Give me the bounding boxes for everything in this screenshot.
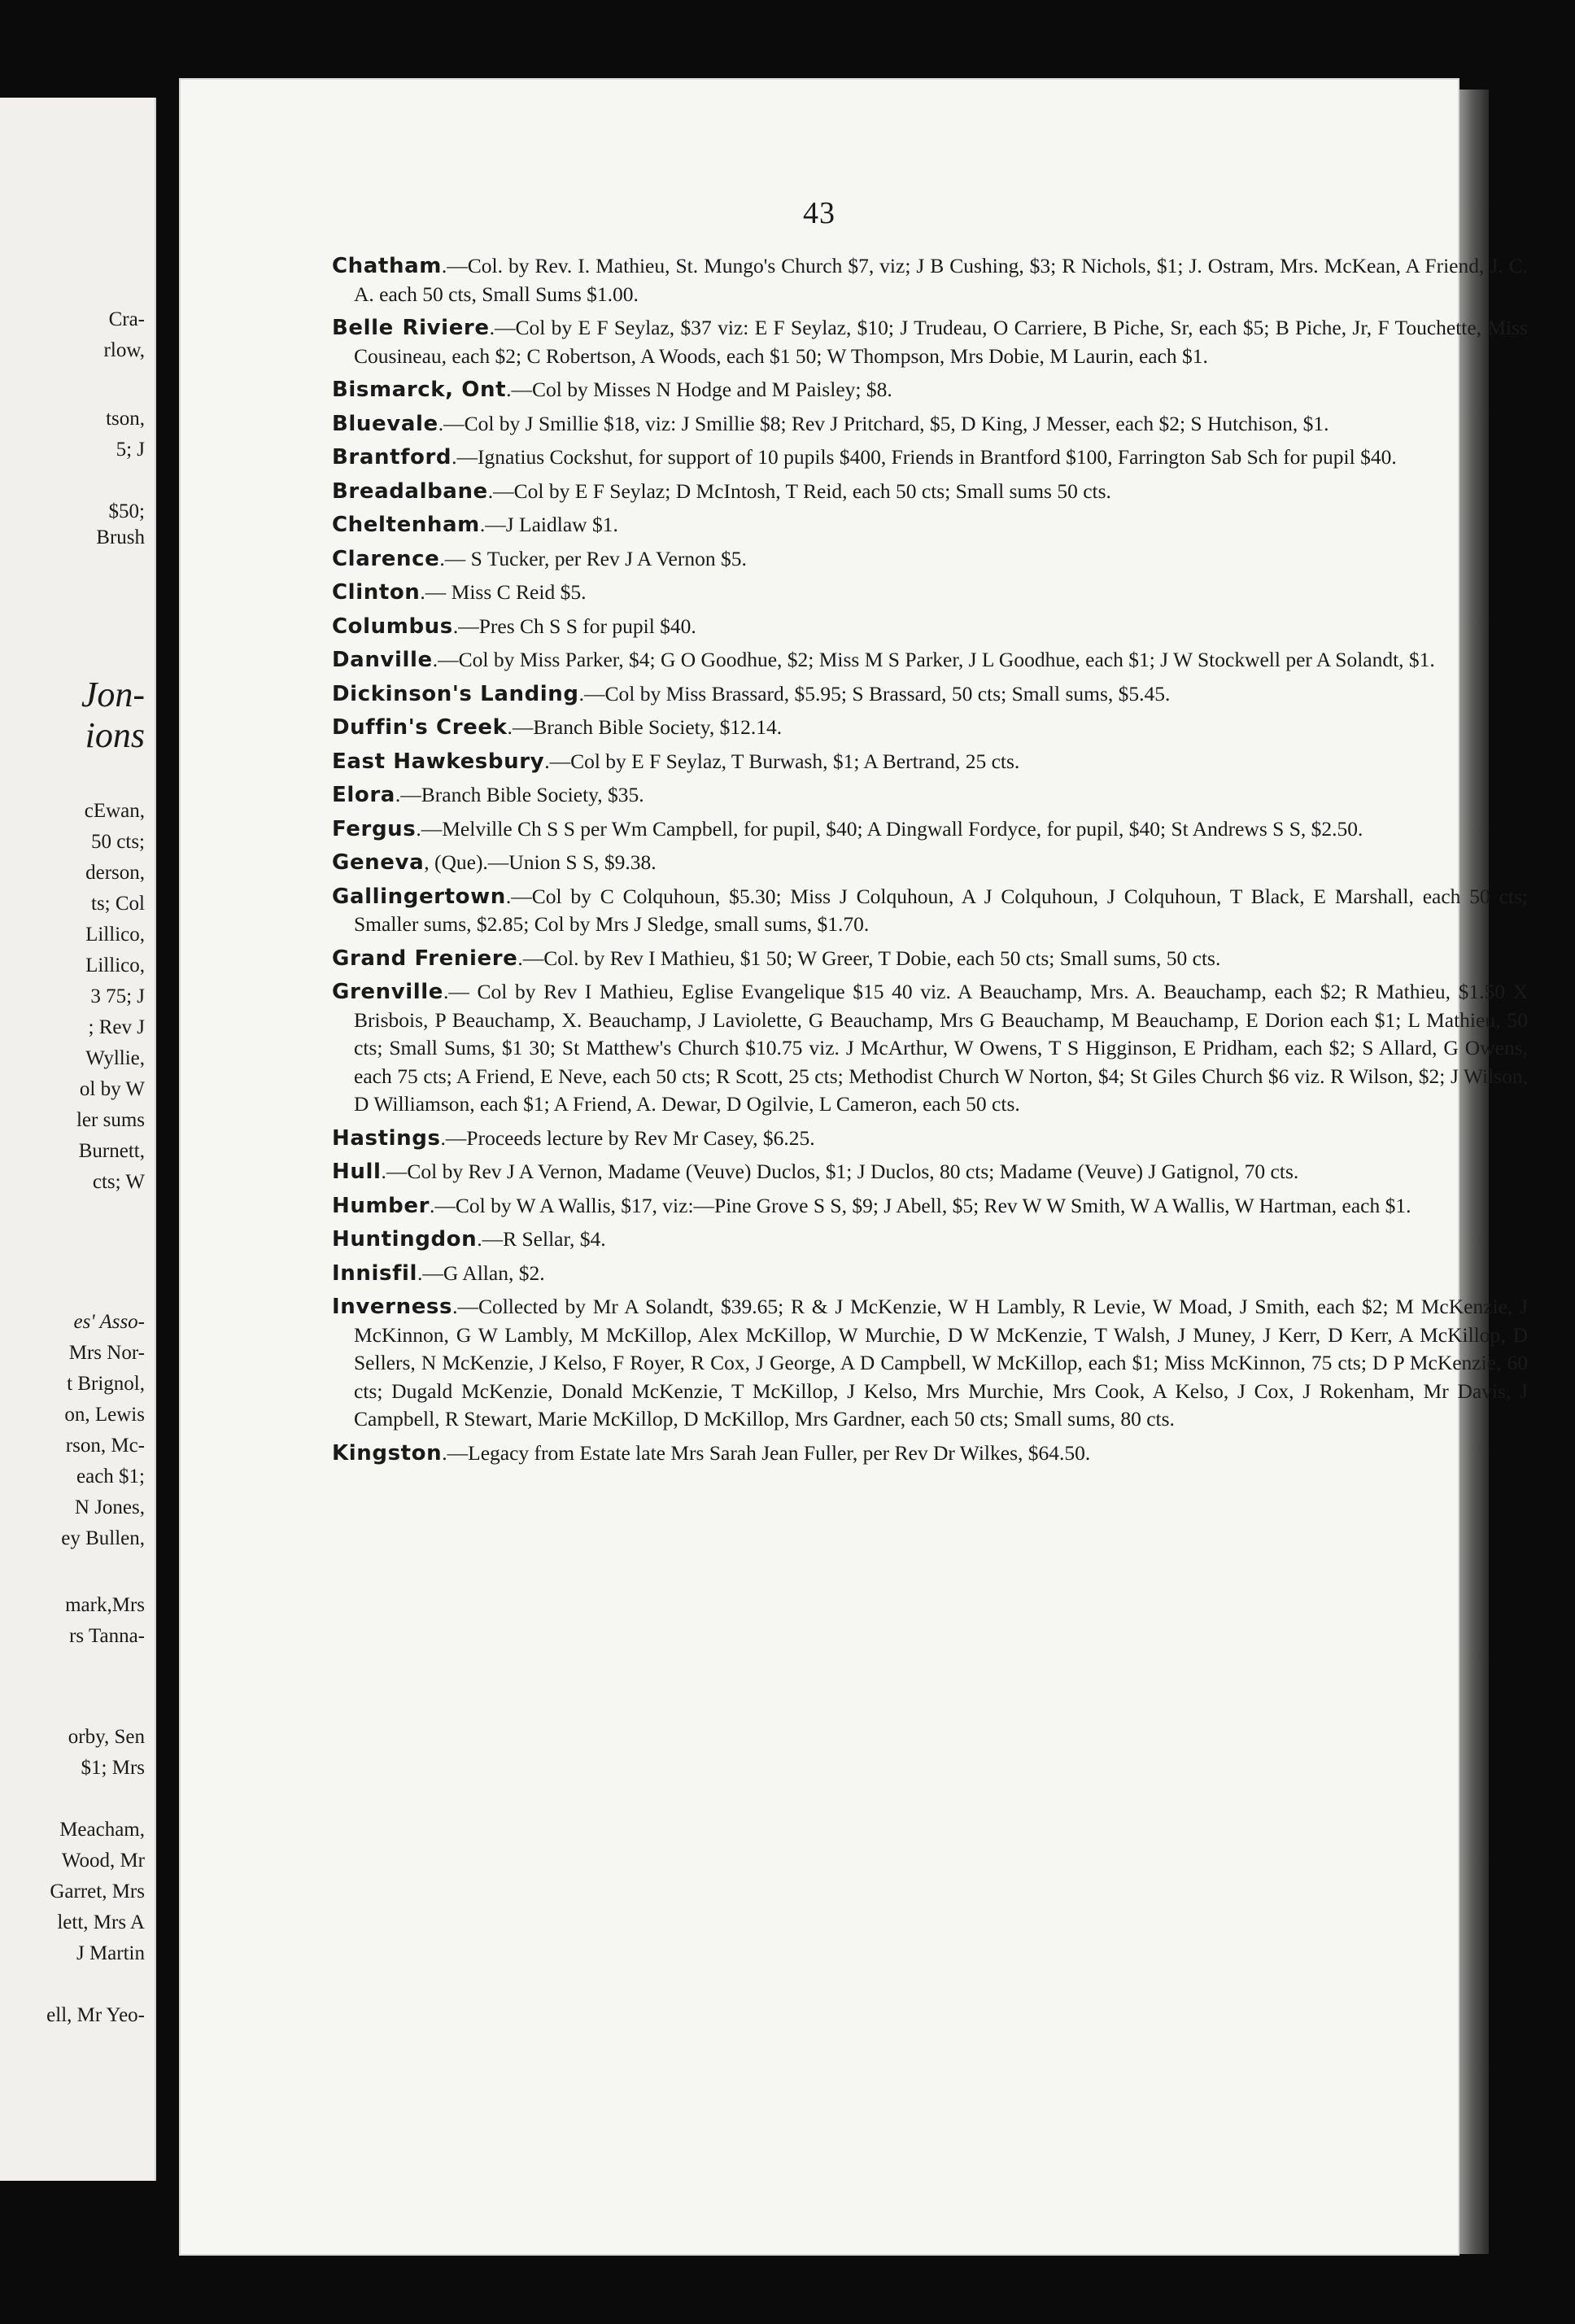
- left-page-line: tson,: [106, 408, 145, 430]
- donation-entry: [332, 849, 1528, 877]
- entry-text: .—J Laidlaw $1.: [479, 513, 618, 536]
- left-page-line: Garret, Mrs: [50, 1881, 145, 1902]
- place-name: Clinton: [332, 580, 421, 605]
- left-page-line: ler sums: [76, 1109, 145, 1131]
- place-name: East Hawkesbury: [332, 749, 545, 774]
- document-page: [181, 80, 1528, 2254]
- place-name: Brantford: [332, 445, 452, 470]
- left-page-line: cts; W: [92, 1171, 145, 1193]
- donation-entry: [332, 252, 1528, 308]
- left-page-line: 50 cts;: [91, 831, 145, 853]
- donation-entry: [332, 815, 1528, 844]
- donation-entry: [332, 646, 1528, 675]
- entry-text: .—Col by C Colquhoun, $5.30; Miss J Colquhoun, A J Colquhoun, J Colquhoun, T Black, E Marshall, each 50 cts; Smaller sums, $2.85; Col by Mrs J Sledge, small sums, $1.70.: [354, 884, 1528, 936]
- place-name: Dickinson's Landing: [332, 681, 579, 706]
- place-name: Bismarck, Ont: [332, 378, 507, 402]
- left-page-heading: ions: [85, 715, 145, 755]
- donation-entry: [332, 883, 1528, 939]
- left-page-line: t Brignol,: [67, 1373, 145, 1395]
- left-page-line: Cra-: [108, 308, 145, 330]
- left-page-line: ; Rev J: [88, 1016, 145, 1038]
- entry-text: .—Branch Bible Society, $35.: [395, 783, 644, 806]
- left-page-line: $1; Mrs: [81, 1757, 145, 1779]
- place-name: Hull: [332, 1160, 382, 1184]
- left-page-line: each $1;: [76, 1466, 145, 1487]
- donation-entry: [332, 1439, 1528, 1468]
- place-name: Geneva: [332, 850, 425, 875]
- donation-entry: [332, 443, 1528, 472]
- donation-entry: [332, 579, 1528, 607]
- left-page-heading: Jon-: [81, 675, 145, 714]
- left-page-line: rson, Mc-: [65, 1435, 145, 1457]
- place-name: Duffin's Creek: [332, 715, 508, 740]
- place-name: Chatham: [332, 254, 442, 278]
- donation-entry: [332, 314, 1528, 370]
- donation-entry: [332, 781, 1528, 810]
- left-page-line: mark,Mrs: [65, 1594, 145, 1616]
- place-name: Grand Freniere: [332, 946, 518, 971]
- donation-entry: [332, 1158, 1528, 1186]
- left-page-line: ol by W: [79, 1078, 145, 1100]
- left-page-line: cEwan,: [84, 800, 145, 822]
- entry-text: .—R Sellar, $4.: [477, 1227, 606, 1251]
- left-page-line: es' Asso-: [73, 1311, 145, 1333]
- entry-text: .—Col by Misses N Hodge and M Paisley; $8.: [506, 378, 892, 401]
- donation-entry: [332, 945, 1528, 973]
- place-name: Columbus: [332, 614, 453, 639]
- entry-text: .—Melville Ch S S per Wm Campbell, for pupil, $40; A Dingwall Fordyce, for pupil, $40; St Andrews S S, $2.50.: [416, 816, 1363, 841]
- place-name: Elora: [332, 783, 395, 807]
- left-page-line: Brush: [96, 526, 145, 548]
- entry-text: .— Col by Rev I Mathieu, Eglise Evangelique $15 40 viz. A Beauchamp, Mrs. A. Beauchamp, each $2; R Mathieu, $1.50 X Brisbois, P Beauchamp, X. Beauchamp, J Laviolette, G Beauchamp, Mrs G Beauchamp, M Beauchamp, E Dorion each $1; L Mathieu, 50 cts; Small Sums, $1 30; St Matthew's Church $10.75 viz. J McArthur, W Owens, T S Higginson, E Pridham, each $2; S Allard, G Owens, each 75 cts; A Friend, E Neve, each 50 cts; R Scott, 25 cts; Methodist Church W Norton, $4; St Giles Church $6 viz. R Wilson, $2; J Wilson, D Williamson, each $1; A Friend, A. Dewar, D Ogilvie, L Cameron, each 50 cts.: [354, 980, 1528, 1116]
- donation-entry: [332, 1260, 1528, 1288]
- place-name: Grenville: [332, 980, 444, 1004]
- donation-entry: [332, 613, 1528, 641]
- place-name: Cheltenham: [332, 513, 480, 537]
- donation-entry: [332, 680, 1528, 709]
- donation-entry: [332, 511, 1528, 540]
- entry-text: .—Legacy from Estate late Mrs Sarah Jean Fuller, per Rev Dr Wilkes, $64.50.: [442, 1440, 1091, 1465]
- entry-text: .—Proceeds lecture by Rev Mr Casey, $6.25.: [440, 1125, 815, 1150]
- left-page-line: derson,: [85, 862, 145, 884]
- donation-list: [332, 252, 1528, 1473]
- left-page-line: rs Tanna-: [69, 1625, 145, 1647]
- donation-entry: [332, 478, 1528, 506]
- left-page-line: J Martin: [76, 1942, 145, 1964]
- place-name: Clarence: [332, 546, 440, 571]
- left-page-line: Burnett,: [78, 1140, 145, 1162]
- entry-text: .—G Allan, $2.: [417, 1260, 545, 1285]
- left-page-line: ey Bullen,: [61, 1527, 145, 1549]
- donation-entry: [332, 748, 1528, 776]
- donation-entry: [332, 410, 1528, 439]
- left-page-line: Meacham,: [59, 1819, 145, 1841]
- entry-text: .—Col. by Rev. I. Mathieu, St. Mungo's Church $7, viz; J B Cushing, $3; R Nichols, $1; J. Ostram, Mrs. McKean, A Friend, J. C. A. each 50 cts, Small Sums $1.00.: [354, 254, 1528, 306]
- place-name: Gallingertown: [332, 884, 506, 909]
- entry-text: .—Col by Miss Brassard, $5.95; S Brassard, 50 cts; Small sums, $5.45.: [578, 681, 1171, 706]
- entry-text: .—Col by E F Seylaz, $37 viz: E F Seylaz, $10; J Trudeau, O Carriere, B Piche, Sr, each $5; B Piche, Jr, F Touchette, Miss Cousineau, each $2; C Robertson, A Woods, each $1 50; W Thompson, Mrs Dobie, M Laurin, each $1.: [354, 316, 1528, 368]
- place-name: Bluevale: [332, 411, 438, 436]
- left-page-line: Lillico,: [85, 954, 145, 976]
- donation-entry: [332, 1125, 1528, 1153]
- donation-entry: [332, 714, 1528, 742]
- place-name: Humber: [332, 1193, 430, 1218]
- left-page-line: ell, Mr Yeo-: [46, 2004, 145, 2026]
- place-name: Hastings: [332, 1125, 441, 1151]
- left-page-line: lett, Mrs A: [57, 1911, 145, 1933]
- left-page-line: ts; Col: [91, 893, 145, 915]
- entry-text: .—Branch Bible Society, $12.14.: [507, 715, 783, 739]
- donation-entry: [332, 376, 1528, 404]
- place-name: Inverness: [332, 1295, 453, 1319]
- entry-text: .— S Tucker, per Rev J A Vernon $5.: [439, 546, 747, 570]
- entry-text: .—Col by W A Wallis, $17, viz:—Pine Grove S S, $9; J Abell, $5; Rev W W Smith, W A Wallis, W Hartman, each $1.: [430, 1193, 1411, 1217]
- left-page-line: Mrs Nor-: [68, 1342, 145, 1364]
- donation-entry: [332, 1192, 1528, 1221]
- left-page-line: on, Lewis: [64, 1404, 145, 1426]
- left-page-line: 3 75; J: [90, 985, 145, 1007]
- entry-text: .— Miss C Reid $5.: [420, 580, 587, 604]
- entry-text: .—Col. by Rev I Mathieu, $1 50; W Greer, T Dobie, each 50 cts; Small sums, 50 cts.: [517, 946, 1221, 970]
- entry-text: , (Que).—Union S S, $9.38.: [424, 850, 657, 874]
- left-page-line: Wood, Mr: [61, 1850, 145, 1872]
- left-page-line: 5; J: [116, 439, 145, 461]
- place-name: Huntingdon: [332, 1227, 478, 1252]
- place-name: Kingston: [332, 1440, 443, 1466]
- left-page-line: orby, Sen: [68, 1726, 145, 1748]
- entry-text: .—Col by Miss Parker, $4; G O Goodhue, $2; Miss M S Parker, J L Goodhue, each $1; J W Stockwell per A Solandt, $1.: [432, 648, 1435, 671]
- entry-text: .—Collected by Mr A Solandt, $39.65; R & J McKenzie, W H Lambly, R Levie, W Moad, J Smith, each $2; M McKenzie, J McKinnon, G W Lambly, M McKillop, Alex McKillop, W Murchie, D W McKenzie, T Walsh, J Muney, J Kerr, D Kerr, A McKillop, D Sellers, N McKenzie, J Kelso, F Royer, R Cox, J George, A D Campbell, W McKillop, each $1; Miss McKinnon, 75 cts; D P McKenzie, 60 cts; Dugald McKenzie, Donald McKenzie, T McKillop, J Kelso, Mrs Murchie, Mrs Cook, A Kelso, J Cox, J Rokenham, Mr Davis, J Campbell, R Stewart, Marie McKillop, D McKillop, Mrs Gardner, each 50 cts; Small sums, 80 cts.: [354, 1295, 1528, 1431]
- donation-entry: [332, 1225, 1528, 1254]
- page-number: 43: [803, 196, 835, 230]
- left-page-line: rlow,: [103, 339, 145, 361]
- entry-text: .—Col by E F Seylaz; D McIntosh, T Reid, each 50 cts; Small sums 50 cts.: [487, 478, 1111, 503]
- place-name: Fergus: [332, 816, 417, 841]
- left-page-fragment: [0, 98, 156, 2181]
- entry-text: .—Ignatius Cockshut, for support of 10 pupils $400, Friends in Brantford $100, Farrington Sab Sch for pupil $40.: [452, 445, 1397, 469]
- entry-text: .—Col by Rev J A Vernon, Madame (Veuve) Duclos, $1; J Duclos, 80 cts; Madame (Veuve) J Gatignol, 70 cts.: [381, 1160, 1299, 1183]
- entry-text: .—Col by E F Seylaz, T Burwash, $1; A Bertrand, 25 cts.: [544, 749, 1020, 773]
- place-name: Innisfil: [332, 1260, 418, 1286]
- entry-text: .—Col by J Smillie $18, viz: J Smillie $8; Rev J Pritchard, $5, D King, J Messer, each $2; S Hutchison, $1.: [438, 411, 1329, 435]
- place-name: Breadalbane: [332, 478, 488, 504]
- donation-entry: [332, 545, 1528, 574]
- left-page-line: Lillico,: [85, 924, 145, 946]
- entry-text: .—Pres Ch S S for pupil $40.: [452, 614, 696, 638]
- left-page-line: $50;: [108, 500, 145, 522]
- place-name: Danville: [332, 648, 433, 672]
- left-page-line: Wyllie,: [85, 1047, 145, 1069]
- donation-entry: [332, 978, 1528, 1119]
- place-name: Belle Riviere: [332, 316, 490, 340]
- donation-entry: [332, 1293, 1528, 1434]
- left-page-line: N Jones,: [74, 1496, 145, 1518]
